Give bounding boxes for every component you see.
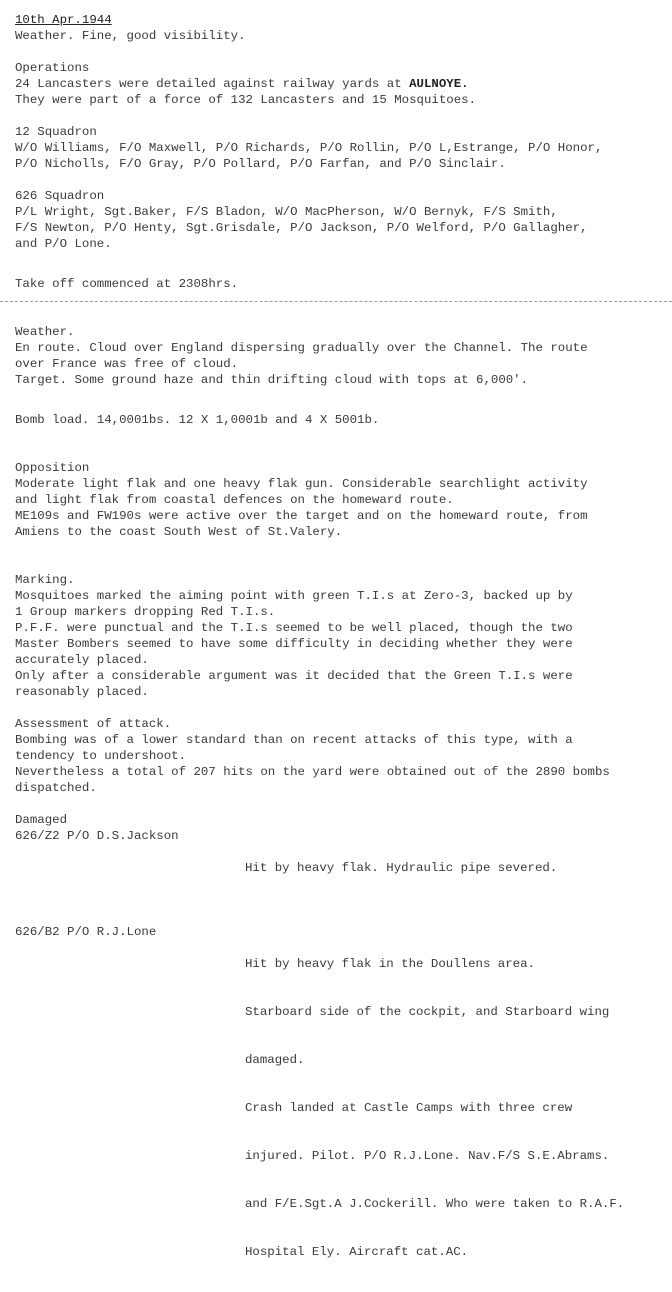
opposition-line: Moderate light flak and one heavy flak gun. Considerable searchlight activity — [15, 477, 588, 491]
assessment-line: Bombing was of a lower standard than on recent attacks of this type, with a — [15, 733, 573, 747]
marking-section — [15, 572, 665, 700]
assessment-line: tendency to undershoot. — [15, 749, 187, 763]
damage-line: Crash landed at Castle Camps with three crew — [245, 1101, 573, 1115]
squadron-12-heading: 12 Squadron — [15, 125, 97, 139]
damage-report — [245, 924, 624, 1292]
damage-line: and F/E.Sgt.A J.Cockerill. Who were taken to R.A.F. — [245, 1197, 625, 1211]
assessment-line: Nevertheless a total of 207 hits on the yard were obtained out of the 2890 bombs — [15, 765, 610, 779]
marking-line: Master Bombers seemed to have some difficulty in deciding whether they were — [15, 637, 573, 651]
marking-line: accurately placed. — [15, 653, 149, 667]
damaged-heading: Damaged — [15, 813, 68, 827]
squadron-626-crew-line: F/S Newton, P/O Henty, Sgt.Grisdale, P/O Jackson, P/O Welford, P/O Gallagher, — [15, 221, 588, 235]
weather-line: Target. Some ground haze and thin drifting cloud with tops at 6,000'. — [15, 373, 529, 387]
weather-line: En route. Cloud over England dispersing gradually over the Channel. The route — [15, 341, 588, 355]
damage-line: Hit by heavy flak. Hydraulic pipe severed. — [245, 861, 558, 875]
operations-line-1-text: 24 Lancasters were detailed against railway yards at — [15, 77, 410, 91]
operations-line-1 — [15, 76, 665, 92]
assessment-section — [15, 716, 665, 796]
damaged-aircraft: 626/B2 P/O R.J.Lone — [15, 925, 157, 939]
damaged-entry — [15, 828, 665, 908]
opposition-heading: Opposition — [15, 461, 90, 475]
document-page — [15, 12, 665, 1292]
squadron-626-heading: 626 Squadron — [15, 189, 105, 203]
damaged-aircraft: 626/Z2 P/O D.S.Jackson — [15, 829, 179, 843]
damage-report — [245, 828, 557, 908]
squadron-12-crew-line: P/O Nicholls, F/O Gray, P/O Pollard, P/O Farfan, and P/O Sinclair. — [15, 157, 506, 171]
operations-heading: Operations — [15, 61, 90, 75]
squadron-12-crew-line: W/O Williams, F/O Maxwell, P/O Richards, P/O Rollin, P/O L,Estrange, P/O Honor, — [15, 141, 603, 155]
damage-line: Starboard side of the cockpit, and Starboard wing — [245, 1005, 610, 1019]
assessment-line: dispatched. — [15, 781, 97, 795]
damage-line: damaged. — [245, 1053, 305, 1067]
bomb-load: Bomb load. 14,0001bs. 12 X 1,0001b and 4 X 5001b. — [15, 413, 380, 427]
operations-section — [15, 60, 665, 108]
marking-line: P.F.F. were punctual and the T.I.s seemed to be well placed, though the two — [15, 621, 573, 635]
marking-line: Mosquitoes marked the aiming point with green T.I.s at Zero-3, backed up by — [15, 589, 573, 603]
squadron-626-crew-line: P/L Wright, Sgt.Baker, F/S Bladon, W/O MacPherson, W/O Bernyk, F/S Smith, — [15, 205, 558, 219]
damaged-entry — [15, 924, 665, 1292]
operations-line-2: They were part of a force of 132 Lancasters and 15 Mosquitoes. — [15, 93, 477, 107]
weather-summary: Weather. Fine, good visibility. — [15, 29, 246, 43]
entry-date: 10th Apr.1944 — [15, 13, 112, 27]
marking-line: Only after a considerable argument was it decided that the Green T.I.s were — [15, 669, 573, 683]
opposition-line: ME109s and FW190s were active over the target and on the homeward route, from — [15, 509, 588, 523]
opposition-line: Amiens to the coast South West of St.Valery. — [15, 525, 343, 539]
takeoff-time: Take off commenced at 2308hrs. — [15, 277, 239, 291]
weather-line: over France was free of cloud. — [15, 357, 239, 371]
target-name: AULNOYE. — [409, 77, 469, 91]
squadron-626-section — [15, 188, 665, 252]
opposition-section — [15, 460, 665, 540]
opposition-line: and light flak from coastal defences on the homeward route. — [15, 493, 454, 507]
squadron-12-section — [15, 124, 665, 172]
marking-line: 1 Group markers dropping Red T.I.s. — [15, 605, 276, 619]
damage-line: Hit by heavy flak in the Doullens area. — [245, 957, 535, 971]
marking-line: reasonably placed. — [15, 685, 149, 699]
assessment-heading: Assessment of attack. — [15, 717, 172, 731]
damaged-section — [15, 812, 665, 1292]
damage-line: Hospital Ely. Aircraft cat.AC. — [245, 1245, 469, 1259]
weather-heading: Weather. — [15, 325, 75, 339]
weather-section — [15, 324, 665, 388]
marking-heading: Marking. — [15, 573, 75, 587]
squadron-626-crew-line: and P/O Lone. — [15, 237, 112, 251]
damage-line: injured. Pilot. P/O R.J.Lone. Nav.F/S S.E.Abrams. — [245, 1149, 610, 1163]
